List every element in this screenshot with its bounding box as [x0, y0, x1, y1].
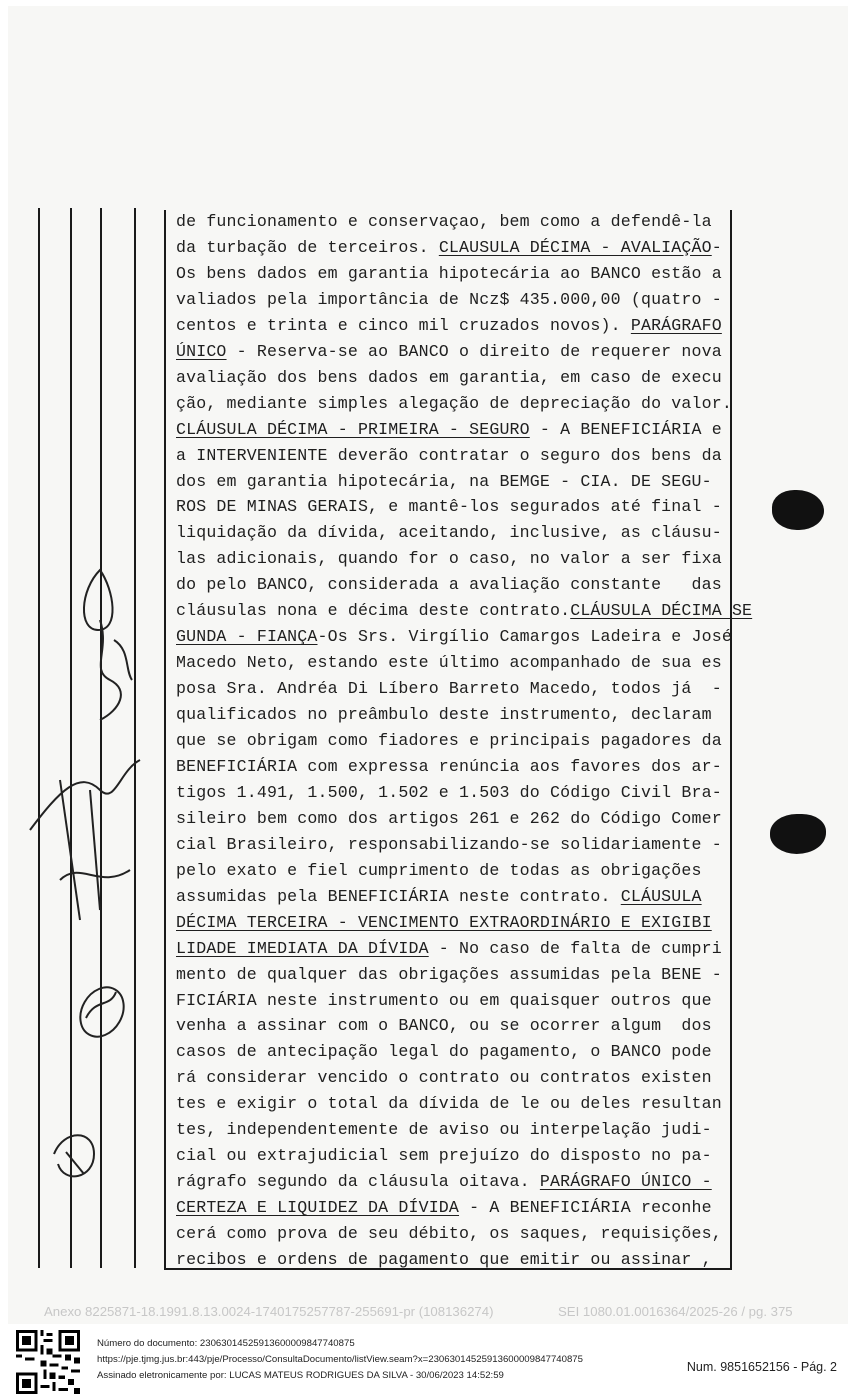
text-line: [176, 1224, 722, 1243]
margin-rule-3: [100, 208, 102, 1268]
text-line: [176, 290, 722, 309]
margin-rule-4: [134, 208, 136, 1268]
margin-rule-1: [38, 208, 40, 1268]
text-line: [176, 420, 722, 439]
text-line: [176, 601, 752, 620]
text-line: [176, 368, 722, 387]
text-line: [176, 316, 722, 335]
text-segment: FICIÁRIA neste instrumento ou em quaisquer outros que: [176, 990, 712, 1010]
annex-stamp: Anexo 8225871-18.1991.8.13.0024-1740175257787-255691-pr (108136274): [44, 1304, 494, 1319]
text-segment: las adicionais, quando for o caso, no valor a ser fixa: [176, 549, 722, 569]
text-segment: rágrafo segundo da cláusula oitava.: [176, 1172, 540, 1192]
text-line: [176, 887, 702, 906]
text-segment: tigos 1.491, 1.500, 1.502 e 1.503 do Código Civil Bra-: [176, 782, 722, 802]
text-segment: cial ou extrajudicial sem prejuízo do disposto no pa-: [176, 1146, 712, 1166]
footer: [0, 1326, 853, 1400]
text-segment: que se obrigam como fiadores e principais pagadores da: [176, 731, 722, 750]
document-url[interactable]: https://pje.tjmg.jus.br:443/pje/Processo/ConsultaDocumento/listView.seam?x=23063014525913600009847740875: [97, 1354, 583, 1365]
text-segment: dos em garantia hipotecária, na BEMGE - CIA. DE SEGU-: [176, 471, 712, 491]
text-segment: rá considerar vencido o contrato ou contratos existen: [176, 1068, 712, 1088]
text-segment: valiados pela importância de Ncz$ 435.000,00 (quatro -: [176, 289, 722, 309]
text-segment: sileiro bem como dos artigos 261 e 262 do Código Comer: [176, 808, 722, 828]
sei-stamp: SEI 1080.01.0016364/2025-26 / pg. 375: [558, 1304, 793, 1319]
text-segment: cerá como prova de seu débito, os saques, requisições,: [176, 1224, 722, 1244]
text-line: [176, 653, 722, 672]
handwritten-signature: [20, 750, 150, 930]
text-segment: centos e trinta e cinco mil cruzados novos).: [176, 315, 631, 335]
text-line: [176, 757, 722, 776]
text-line: [176, 342, 722, 361]
text-segment: -: [711, 237, 722, 257]
signature-info: Assinado eletronicamente por: LUCAS MATEUS RODRIGUES DA SILVA - 30/06/2023 14:52:59: [97, 1370, 504, 1381]
text-segment: - Reserva-se ao BANCO o direito de requerer nova: [226, 341, 722, 361]
clause-heading: DÉCIMA TERCEIRA - VENCIMENTO EXTRAORDINÁRIO E EXIGIBI: [176, 912, 712, 932]
text-line: [176, 965, 722, 984]
text-line: [176, 238, 722, 257]
text-line: [176, 1042, 712, 1061]
clause-heading: CLÁUSULA DÉCIMA SE: [570, 601, 753, 621]
text-segment: - No caso de falta de cumpri: [428, 938, 722, 958]
text-segment: cial Brasileiro, responsabilizando-se solidariamente -: [176, 834, 722, 854]
punch-hole-top: [772, 490, 824, 530]
text-line: [176, 835, 722, 854]
text-line: [176, 1094, 722, 1113]
clause-heading: CLÁUSULA DÉCIMA - PRIMEIRA - SEGURO: [176, 419, 530, 439]
text-segment: ROS DE MINAS GERAIS, e mantê-los segurados até final -: [176, 497, 722, 517]
handwritten-initials-1: [70, 560, 150, 730]
text-line: [176, 1120, 712, 1139]
clause-heading: GUNDA - FIANÇA: [176, 627, 318, 647]
text-line: [176, 394, 732, 413]
text-line: [176, 809, 722, 828]
text-segment: casos de antecipação legal do pagamento, o BANCO pode: [176, 1042, 712, 1062]
text-line: [176, 523, 722, 542]
text-line: [176, 939, 722, 958]
text-line: [176, 1198, 712, 1217]
text-segment: avaliação dos bens dados em garantia, em caso de execu: [176, 367, 722, 387]
text-segment: da turbação de terceiros.: [176, 237, 439, 257]
text-line: [176, 575, 722, 594]
text-line: [176, 212, 712, 231]
handwritten-initials-3: [44, 1124, 104, 1188]
text-line: [176, 446, 722, 465]
text-line: [176, 1068, 712, 1087]
text-segment: de funcionamento e conservaçao, bem como a defendê-la: [176, 212, 712, 231]
text-line: [176, 627, 732, 646]
text-segment: liquidação da dívida, aceitando, inclusive, as cláusu-: [176, 523, 722, 543]
text-segment: recibos e ordens de pagamento que emitir ou assinar ,: [176, 1250, 712, 1269]
text-line: [176, 472, 712, 491]
text-segment: mento de qualquer das obrigações assumidas pela BENE -: [176, 964, 722, 984]
text-segment: - A BENEFICIÁRIA e: [529, 419, 722, 439]
clause-heading: PARÁGRAFO: [630, 315, 722, 335]
text-line: [176, 1250, 712, 1269]
text-line: [176, 549, 722, 568]
text-line: [176, 861, 702, 880]
text-segment: cláusulas nona e décima deste contrato.: [176, 601, 571, 621]
clause-heading: CERTEZA E LIQUIDEZ DA DÍVIDA: [176, 1198, 460, 1218]
text-line: [176, 705, 712, 724]
text-segment: - A BENEFICIÁRIA reconhe: [459, 1198, 712, 1218]
text-line: [176, 783, 722, 802]
text-line: [176, 1016, 712, 1035]
text-line: [176, 731, 722, 750]
text-segment: venha a assinar com o BANCO, ou se ocorrer algum dos: [176, 1016, 712, 1036]
text-segment: Macedo Neto, estando este último acompanhado de sua es: [176, 653, 722, 673]
text-segment: do pelo BANCO, considerada a avaliação constante das: [176, 575, 722, 595]
text-segment: -Os Srs. Virgílio Camargos Ladeira e José: [317, 627, 732, 647]
clause-heading: ÚNICO: [176, 341, 227, 361]
document-number: Número do documento: 23063014525913600009847740875: [97, 1338, 355, 1349]
text-line: [176, 1172, 712, 1191]
text-line: [176, 913, 712, 932]
text-line: [176, 679, 722, 698]
text-segment: assumidas pela BENEFICIÁRIA neste contrato.: [176, 886, 621, 906]
page-number: Num. 9851652156 - Pág. 2: [686, 1360, 837, 1374]
margin-rule-2: [70, 208, 72, 1268]
text-segment: qualificados no preâmbulo deste instrumento, declaram: [176, 705, 712, 725]
text-segment: Os bens dados em garantia hipotecária ao BANCO estão a: [176, 263, 722, 283]
text-line: [176, 497, 722, 516]
clause-heading: PARÁGRAFO ÚNICO -: [539, 1172, 712, 1192]
clause-heading: LIDADE IMEDIATA DA DÍVIDA: [176, 938, 429, 958]
text-segment: tes e exigir o total da dívida de le ou deles resultan: [176, 1094, 722, 1114]
clause-heading: CLÁUSULA: [620, 886, 702, 906]
text-segment: a INTERVENIENTE deverão contratar o seguro dos bens da: [176, 445, 722, 465]
handwritten-initials-2: [76, 978, 132, 1042]
text-segment: BENEFICIÁRIA com expressa renúncia aos favores dos ar-: [176, 756, 722, 776]
text-segment: posa Sra. Andréa Di Líbero Barreto Macedo, todos já -: [176, 679, 722, 699]
text-line: [176, 264, 722, 283]
text-segment: tes, independentemente de aviso ou interpelação judi-: [176, 1120, 712, 1140]
qr-code-icon: [16, 1330, 80, 1394]
text-segment: pelo exato e fiel cumprimento de todas as obrigações: [176, 860, 702, 880]
clause-heading: CLAUSULA DÉCIMA - AVALIAÇÃO: [438, 237, 712, 257]
text-segment: ção, mediante simples alegação de depreciação do valor.: [176, 393, 732, 413]
text-line: [176, 1146, 712, 1165]
text-line: [176, 991, 712, 1010]
